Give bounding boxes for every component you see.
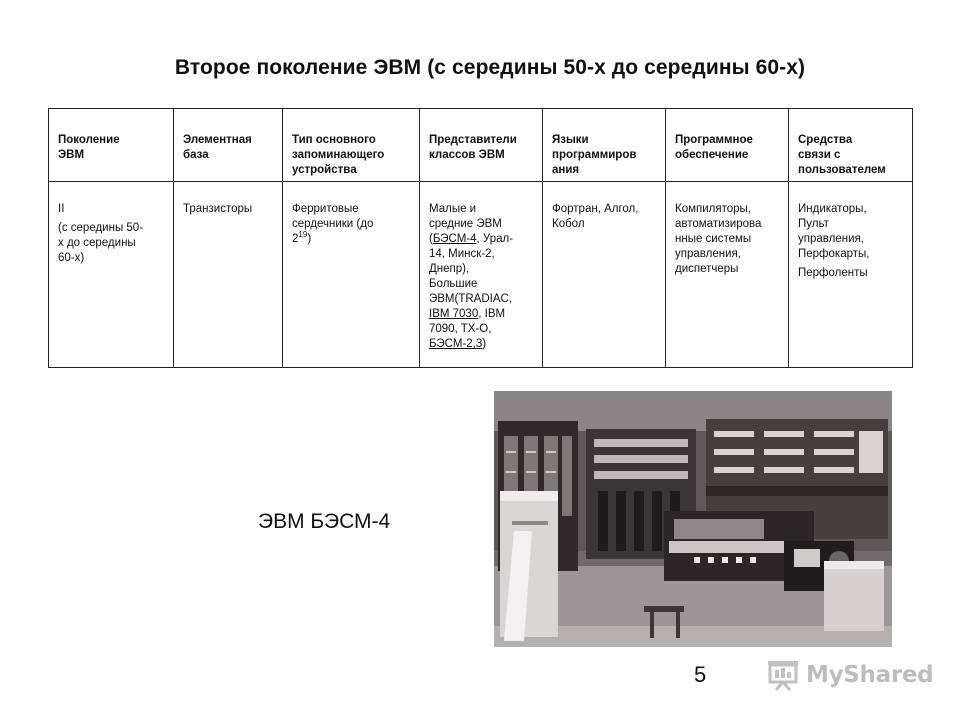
- memory-power-base: 2: [292, 233, 299, 245]
- table-header-row: [49, 109, 913, 182]
- header-generation: Поколение ЭВМ: [49, 109, 174, 182]
- cell-software: Компиляторы, автоматизирова нные системы управления, диспетчеры: [666, 182, 789, 368]
- header-languages: Языки программиров ания: [543, 109, 666, 182]
- link-ibm-7030[interactable]: IBM 7030: [429, 308, 479, 320]
- slide-title: Второе поколение ЭВМ (с середины 50-х до середины 60-х): [174, 56, 806, 79]
- link-besm-4[interactable]: БЭСМ-4: [432, 233, 477, 245]
- page-number: 5: [694, 662, 707, 687]
- header-element-base: Элементная база: [174, 109, 283, 182]
- cell-element-base: Транзисторы: [174, 182, 283, 368]
- generations-table: [48, 108, 913, 368]
- memory-power-exponent: 19: [298, 230, 308, 240]
- header-user-interface: Средства связи с пользователем: [789, 109, 913, 182]
- link-besm-2-3[interactable]: БЭСМ-2,3: [429, 338, 483, 350]
- besm-4-computer-photo: [494, 391, 892, 647]
- projector-screen-icon: [766, 658, 800, 692]
- cell-user-interface: Индикаторы, Пульт управления, Перфокарты, Перфоленты: [789, 182, 913, 368]
- cell-representatives: Малые и средние ЭВМ (БЭСМ-4, Урал- 14, Минск-2, Днепр), Большие ЭВМ(TRADIAC, IBM 7030, IBM 7090, TX-O, БЭСМ-2,3): [420, 182, 543, 368]
- cell-memory-type: Ферритовые сердечники (до $2^{19}$): [283, 182, 420, 368]
- photo-caption: ЭВМ БЭСМ-4: [258, 510, 391, 533]
- memory-power-suffix: ): [307, 233, 312, 245]
- header-representatives: Представители классов ЭВМ: [420, 109, 543, 182]
- cell-languages: Фортран, Алгол, Кобол: [543, 182, 666, 368]
- table-row: [49, 182, 913, 368]
- watermark-text: MyShared: [806, 662, 934, 688]
- header-memory-type: Тип основного запоминающего устройства: [283, 109, 420, 182]
- watermark: [766, 655, 936, 695]
- cell-generation: II (с середины 50- х до середины 60-х): [49, 182, 174, 368]
- header-software: Программное обеспечение: [666, 109, 789, 182]
